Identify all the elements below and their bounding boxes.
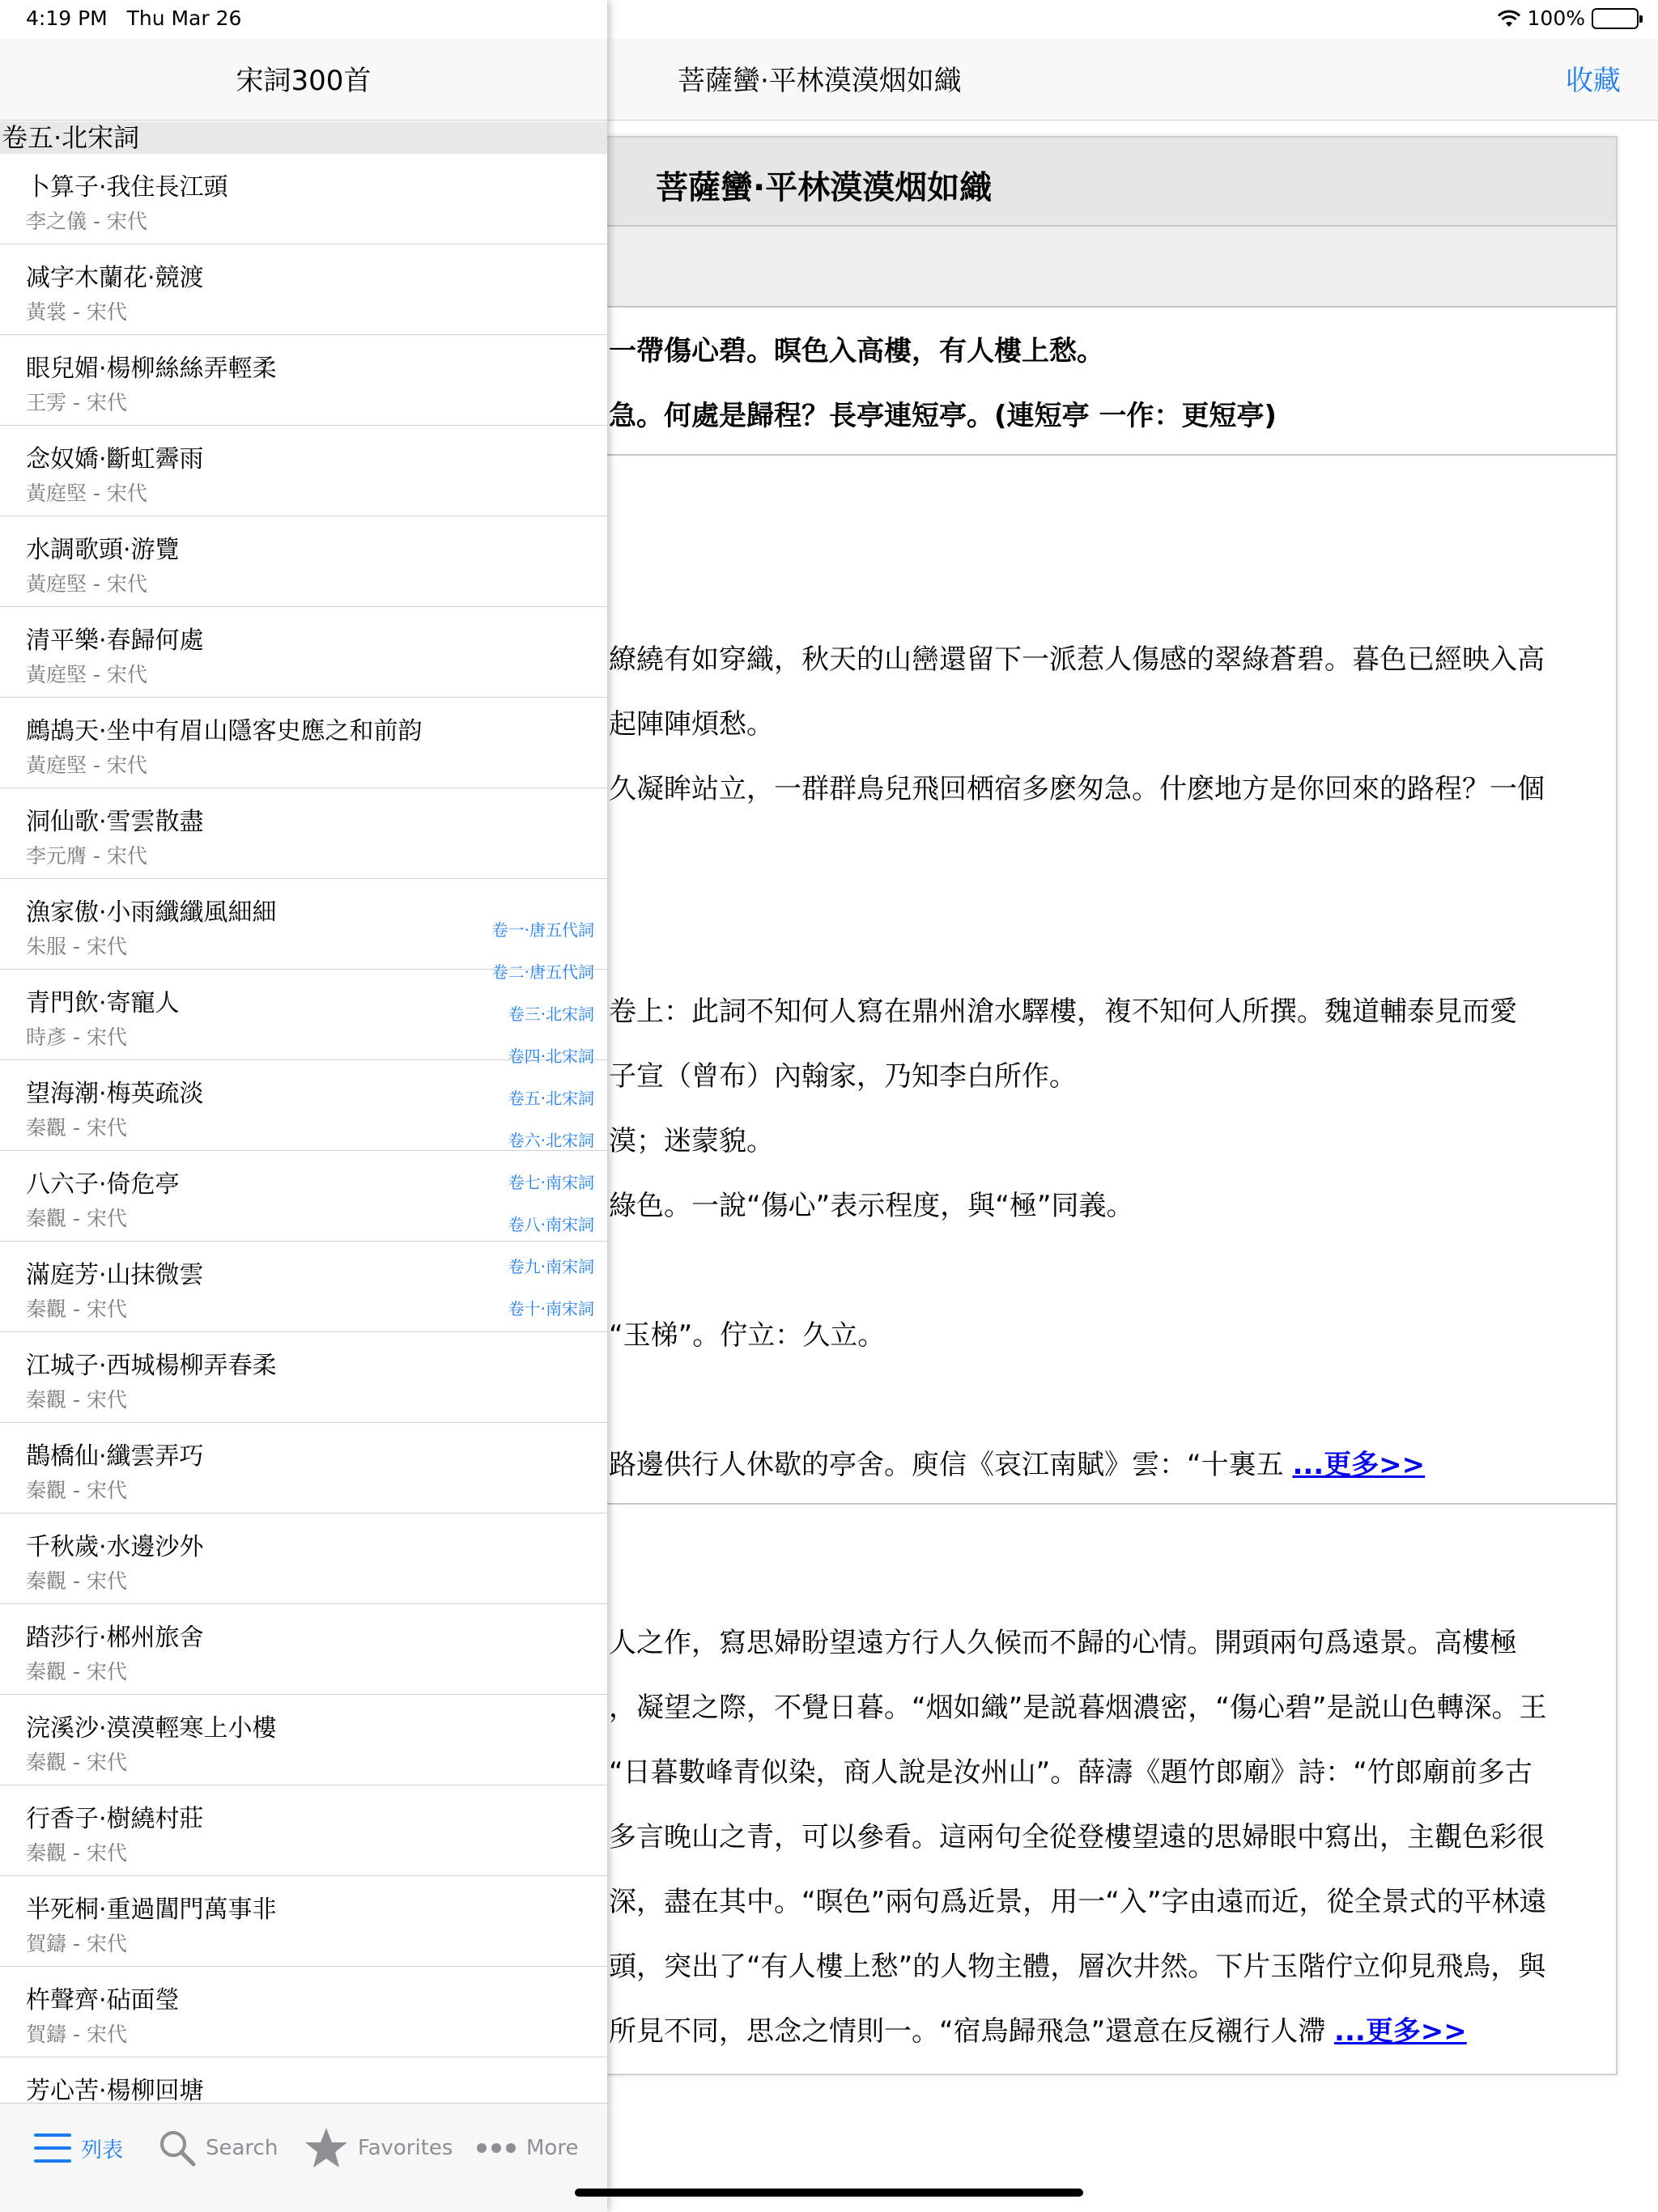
notes-last-text: 路邊供行人休歇的亭舍。庾信《哀江南賦》雲：“十裏五 xyxy=(609,1449,1284,1481)
poem-line: 急。何處是歸程？長亭連短亭。(連短亭 一作：更短亭) xyxy=(609,400,1277,432)
detail-nav-bar xyxy=(607,39,1658,121)
list-item[interactable] xyxy=(0,244,607,335)
tab-more[interactable] xyxy=(476,2128,578,2168)
list-item-subtitle: 王雱 - 宋代 xyxy=(26,391,127,414)
appreciation-line: ，凝望之際，不覺日暮。“烟如織”是説暮烟濃密，“傷心碧”是説山色轉深。王 xyxy=(609,1692,1547,1724)
section-index-item[interactable]: 卷九·南宋詞 xyxy=(508,1257,594,1276)
list-item-subtitle: 賀鑄 - 宋代 xyxy=(26,2023,127,2046)
list-item-title: 八六子·倚危亭 xyxy=(26,1170,180,1199)
detail-nav-title: 菩薩蠻·平林漠漠烟如織 xyxy=(678,65,962,97)
more-icon xyxy=(476,2142,517,2154)
sidebar-nav-bar xyxy=(0,39,607,121)
status-time xyxy=(26,6,241,30)
tab-list[interactable] xyxy=(34,2128,123,2168)
list-item-subtitle: 朱服 - 宋代 xyxy=(26,935,127,958)
battery-icon xyxy=(1592,8,1639,29)
search-icon xyxy=(159,2129,196,2167)
sidebar xyxy=(0,0,607,2211)
appreciation-line xyxy=(609,2009,1467,2049)
notes-line: 子宣（曾布）內翰家，乃知李白所作。 xyxy=(609,1060,1077,1093)
list-item-title: 洞仙歌·雪雲散盡 xyxy=(26,808,204,836)
notes-line: 漠；迷蒙貌。 xyxy=(609,1125,774,1157)
list-item-title: 漁家傲·小雨纖纖風細細 xyxy=(26,898,277,927)
list-item-subtitle: 秦觀 - 宋代 xyxy=(26,1207,127,1230)
sidebar-title: 宋詞300首 xyxy=(236,65,372,97)
list-item-subtitle: 黃裳 - 宋代 xyxy=(26,300,127,324)
list-item[interactable] xyxy=(0,698,607,788)
star-icon xyxy=(304,2127,348,2169)
home-indicator[interactable] xyxy=(575,2189,1083,2197)
list-item-title: 念奴嬌·斷虹霽雨 xyxy=(26,445,204,473)
list-item-subtitle: 秦觀 - 宋代 xyxy=(26,1660,127,1683)
list-item-subtitle: 秦觀 - 宋代 xyxy=(26,1751,127,1774)
list-item-subtitle: 黃庭堅 - 宋代 xyxy=(26,663,147,686)
list-item-title: 江城子·西城楊柳弄春柔 xyxy=(26,1352,277,1380)
list-item-subtitle: 黃庭堅 - 宋代 xyxy=(26,754,147,777)
notes-line: 綠色。一說“傷心”表示程度，與“極”同義。 xyxy=(609,1190,1134,1222)
section-index-item[interactable]: 卷五·北宋詞 xyxy=(508,1089,594,1108)
appreciation-last-text: 所見不同，思念之情則一。“宿鳥歸飛急”還意在反襯行人滯 xyxy=(609,2015,1326,2048)
section-index-item[interactable]: 卷二·唐五代詞 xyxy=(491,962,594,982)
list-item-title: 青門飲·寄寵人 xyxy=(26,989,180,1017)
list-item-subtitle: 賀鑄 - 宋代 xyxy=(26,1932,127,1955)
notes-line: “玉梯”。佇立：久立。 xyxy=(609,1319,886,1352)
list-item-subtitle: 黃庭堅 - 宋代 xyxy=(26,482,147,505)
notes-more-link[interactable]: ...更多>> xyxy=(1292,1449,1426,1481)
appreciation-line: 人之作，寫思婦盼望遠方行人久候而不歸的心情。開頭兩句爲遠景。高樓極 xyxy=(609,1627,1517,1659)
list-item-title: 半死桐·重過閶門萬事非 xyxy=(26,1896,277,1924)
tab-search[interactable] xyxy=(159,2128,278,2168)
list-item[interactable] xyxy=(0,1604,607,1695)
list-item-subtitle: 秦觀 - 宋代 xyxy=(26,1569,127,1593)
list-item-subtitle: 秦觀 - 宋代 xyxy=(26,1297,127,1321)
list-item-title: 浣溪沙·漠漠輕寒上小樓 xyxy=(26,1714,277,1743)
list-item-title: 鷓鴣天·坐中有眉山隱客史應之和前韵 xyxy=(26,717,423,745)
appreciation-line: 多言晚山之青，可以參看。這兩句全從登樓望遠的思婦眼中寫出，主觀色彩很 xyxy=(609,1821,1545,1853)
list-item-title: 鵲橋仙·纖雲弄巧 xyxy=(26,1442,204,1471)
list-item[interactable] xyxy=(0,516,607,607)
list-item-subtitle: 李之儀 - 宋代 xyxy=(26,210,147,233)
list-item[interactable] xyxy=(0,1876,607,1967)
translation-line: 久凝眸站立，一群群鳥兒飛回栖宿多麽匆急。什麽地方是你回來的路程？一個 xyxy=(609,773,1545,805)
list-item-title: 望海潮·梅英疏淡 xyxy=(26,1080,204,1108)
card-text-area xyxy=(609,138,1613,2074)
list-item-subtitle: 李元膺 - 宋代 xyxy=(26,844,147,868)
section-index-item[interactable]: 卷四·北宋詞 xyxy=(508,1047,594,1066)
appreciation-line: 頭，突出了“有人樓上愁”的人物主體，層次井然。下片玉階佇立仰見飛鳥，與 xyxy=(609,1951,1546,1983)
list-item[interactable] xyxy=(0,1423,607,1514)
tab-label: Favorites xyxy=(358,2136,453,2160)
poem-card xyxy=(453,136,1618,2075)
appreciation-more-link[interactable]: ...更多>> xyxy=(1334,2015,1467,2048)
section-index-item[interactable]: 卷十·南宋詞 xyxy=(508,1299,594,1318)
favorite-button[interactable]: 收藏 xyxy=(1566,65,1621,97)
tab-bar xyxy=(0,2103,607,2212)
battery-percent: 100% xyxy=(1527,6,1585,30)
list-item-title: 卜算子·我住長江頭 xyxy=(26,173,228,202)
list-item[interactable] xyxy=(0,1785,607,1876)
status-date: Thu Mar 26 xyxy=(126,6,242,30)
list-item-subtitle: 時彥 - 宋代 xyxy=(26,1025,127,1049)
translation-line: 繚繞有如穿織，秋天的山巒還留下一派惹人傷感的翠綠蒼碧。暮色已經映入高 xyxy=(609,643,1545,676)
tab-label: More xyxy=(526,2136,579,2160)
list-item[interactable] xyxy=(0,1967,607,2057)
section-header: 卷五·北宋詞 xyxy=(0,121,607,154)
translation-line: 起陣陣煩愁。 xyxy=(609,708,774,741)
section-index-item[interactable]: 卷六·北宋詞 xyxy=(508,1131,594,1150)
list-item-title: 踏莎行·郴州旅舍 xyxy=(26,1624,204,1652)
list-item[interactable] xyxy=(0,1332,607,1423)
status-clock: 4:19 PM xyxy=(26,6,108,30)
section-index[interactable] xyxy=(473,909,594,1330)
list-item[interactable] xyxy=(0,1514,607,1604)
list-item-title: 杵聲齊·砧面瑩 xyxy=(26,1986,180,2015)
list-item-subtitle: 黃庭堅 - 宋代 xyxy=(26,572,147,596)
list-item-subtitle: 秦觀 - 宋代 xyxy=(26,1116,127,1140)
wifi-icon xyxy=(1497,10,1521,28)
section-index-item[interactable]: 卷八·南宋詞 xyxy=(508,1215,594,1234)
status-right xyxy=(1497,6,1639,30)
list-item[interactable] xyxy=(0,154,607,244)
list-item[interactable] xyxy=(0,1695,607,1785)
list-item[interactable] xyxy=(0,788,607,879)
tab-label: 列表 xyxy=(81,2138,124,2163)
list-item[interactable] xyxy=(0,335,607,426)
list-item-subtitle: 秦觀 - 宋代 xyxy=(26,1388,127,1412)
notes-line: 卷上：此詞不知何人寫在鼎州滄水驛樓，複不知何人所撰。魏道輔泰見而愛 xyxy=(609,996,1517,1028)
section-index-item[interactable]: 卷三·北宋詞 xyxy=(508,1004,594,1024)
tab-label: Search xyxy=(206,2136,278,2160)
list-item[interactable] xyxy=(0,607,607,698)
list-icon xyxy=(34,2132,71,2164)
tab-favorites[interactable] xyxy=(304,2128,453,2168)
list-item-title: 滿庭芳·山抹微雲 xyxy=(26,1261,204,1289)
list-item-title: 清平樂·春歸何處 xyxy=(26,626,204,655)
list-item-subtitle: 秦觀 - 宋代 xyxy=(26,1841,127,1865)
list-item-title: 千秋歲·水邊沙外 xyxy=(26,1533,204,1561)
poem-line: 一帶傷心碧。暝色入高樓，有人樓上愁。 xyxy=(609,335,1104,367)
list-item-subtitle: 秦觀 - 宋代 xyxy=(26,1479,127,1502)
status-bar xyxy=(0,0,1658,39)
list-item[interactable] xyxy=(0,2057,607,2103)
section-index-item[interactable]: 卷一·唐五代詞 xyxy=(491,920,594,940)
card-title: 菩薩蠻·平林漠漠烟如織 xyxy=(656,169,993,206)
list-item-title: 行香子·樹繞村莊 xyxy=(26,1805,204,1833)
list-item-title: 减字木蘭花·競渡 xyxy=(26,264,204,292)
appreciation-line: 深，盡在其中。“暝色”兩句爲近景，用一“入”字由遠而近，從全景式的平林遠 xyxy=(609,1886,1547,1918)
list-item-title: 眼兒媚·楊柳絲絲弄輕柔 xyxy=(26,355,277,383)
list-item-title: 水調歌頭·游覽 xyxy=(26,536,180,564)
appreciation-line: “日暮數峰青似染，商人說是汝州山”。薛濤《題竹郎廟》詩：“竹郎廟前多古 xyxy=(609,1756,1533,1789)
section-index-item[interactable]: 卷七·南宋詞 xyxy=(508,1173,594,1192)
list-item[interactable] xyxy=(0,426,607,516)
list-item-title: 芳心苦·楊柳回塘 xyxy=(26,2077,204,2103)
